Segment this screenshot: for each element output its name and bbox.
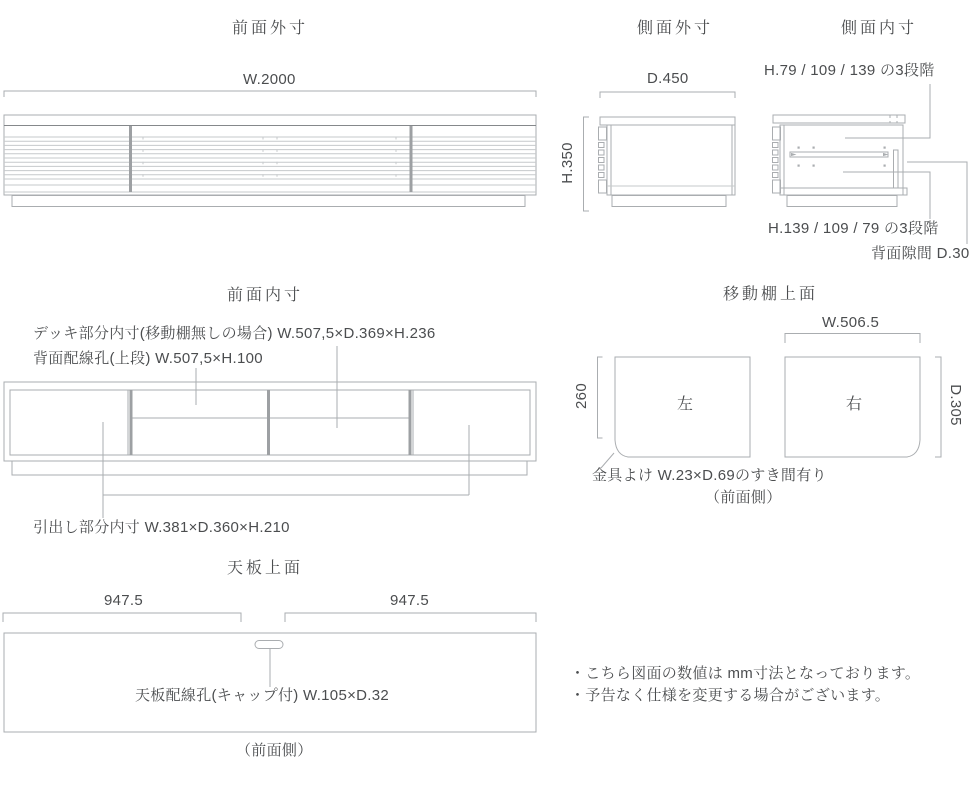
top-board-drawing [3,613,536,732]
back-gap-panel [894,150,899,188]
side-outer-title: 側面外寸 [637,20,714,37]
left-divider [129,126,132,192]
right-shelf-label: 右 [846,396,863,413]
width-dimension-bracket [785,334,920,344]
front-inner-drawer-label: 引出し部分内寸 W.381×D.360×H.210 [33,519,290,536]
plinth-base [787,196,897,207]
front-inner-back-hole-label: 背面配線孔(上段) W.507,5×H.100 [33,350,263,367]
upper-shelf-leader [845,84,930,138]
bottom-band [780,188,907,195]
movable-shelf-section [790,152,888,157]
cabinet-body-outline [4,115,536,195]
note-line-1: ・こちら図面の数値は mm寸法となっております。 [570,665,921,682]
back-clip-bottom [599,180,607,193]
top-board-cut-lines [890,115,897,123]
top-board-hole-label: 天板配線孔(キャップ付) W.105×D.32 [135,687,390,704]
partial-depth-bracket [598,357,603,438]
left-shelf-label: 左 [677,396,694,413]
top-board-front-side-note: （前面側） [236,742,313,759]
shelf-top-front-side-note: （前面側） [705,489,782,506]
top-board-title: 天板上面 [227,560,304,577]
shelf-arrow-left [791,153,797,156]
shelf-top-title: 移動棚上面 [723,286,819,303]
side-inner-lower-shelf-label: H.139 / 109 / 79 の3段階 [768,220,939,237]
shelf-top-depth-label: D.305 [947,384,964,426]
shelf-top-gap-note: 金具よけ W.23×D.69のすき間有り [592,467,827,484]
side-outer-height-label: H.350 [559,142,576,184]
width-dimension-bracket [4,91,536,97]
shelf-top-partial-depth-label: 260 [573,383,590,409]
front-outer-title: 前面外寸 [232,20,309,37]
top-board-section [773,115,905,123]
divider-3 [409,390,412,455]
notch-leader [601,453,614,468]
interior-outline [780,125,903,195]
right-divider [410,126,413,192]
center-compartment-lines [128,390,413,455]
right-dimension-bracket [285,613,536,622]
side-outer-drawing [584,92,736,211]
plinth-base [12,461,527,475]
front-inner-title: 前面内寸 [227,287,304,304]
side-inner-back-gap-label: 背面隙間 D.30 [871,245,970,262]
depth-dimension-bracket [935,357,941,457]
top-board-section [600,117,735,125]
front-inner-drawing [4,346,536,518]
top-board-left-dim: 947.5 [104,592,144,609]
back-clip-top [773,127,781,140]
plinth-base [12,196,525,207]
drawer-leader [103,422,469,518]
note-line-2: ・予告なく仕様を変更する場合がございます。 [570,687,891,704]
plinth-base [612,196,726,207]
left-dimension-bracket [3,613,241,622]
divider-1 [130,390,133,455]
shelf-top-width-label: W.506.5 [822,314,880,331]
back-clip-top [599,127,607,140]
louver-slats [4,137,536,179]
side-inner-title: 側面内寸 [841,20,918,37]
right-drawer-opening [413,390,530,455]
front-inner-deck-label: デッキ部分内寸(移動棚無しの場合) W.507,5×D.369×H.236 [33,325,436,342]
side-outer-depth-label: D.450 [647,70,689,87]
side-inner-upper-shelf-label: H.79 / 109 / 139 の3段階 [764,62,935,79]
back-clip-bottom [773,180,781,193]
divider-2 [267,390,270,455]
height-dimension-bracket [584,117,590,211]
front-outer-width-label: W.2000 [243,71,296,88]
depth-dimension-bracket [600,92,735,98]
front-outer-drawing [4,91,536,207]
cable-hole [255,641,283,649]
panel-edges [611,125,732,195]
top-board-right-dim: 947.5 [390,592,430,609]
bottom-band-lines [4,185,536,192]
shelf-top-drawing [598,334,942,469]
left-drawer-opening [10,390,128,455]
side-panel-outline [607,125,735,195]
